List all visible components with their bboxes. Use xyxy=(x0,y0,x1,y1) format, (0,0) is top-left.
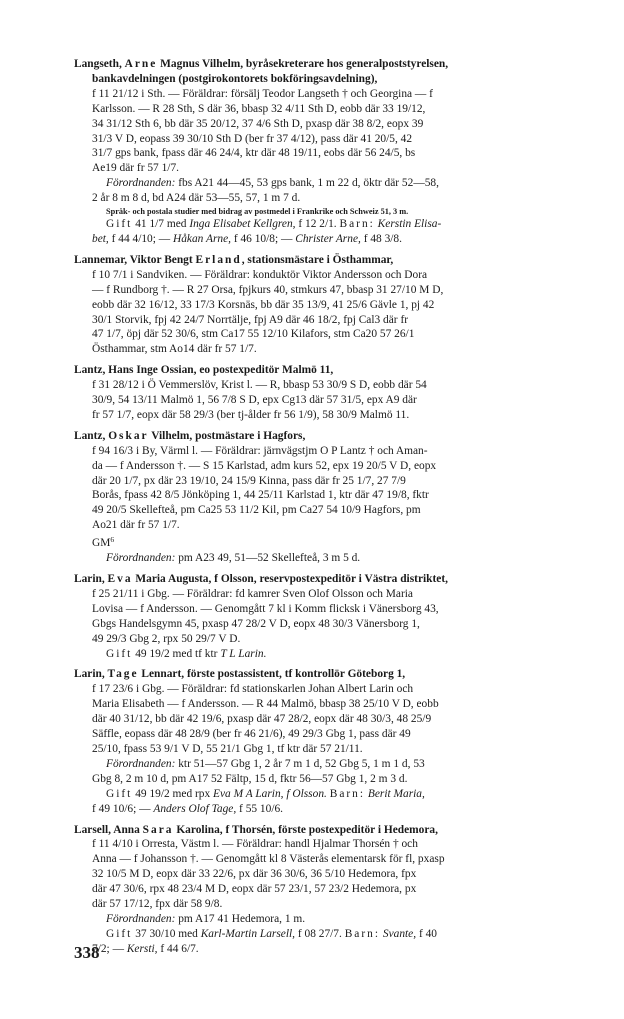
entry-line: f 25 21/11 i Gbg. — Föräldrar: fd kamrer Sven Olof Olsson och Maria xyxy=(92,587,413,600)
entry-line: där 47 30/6, rpx 48 23/4 M D, eopx där 57 23/1, 57 23/2 Hedemora, px xyxy=(92,883,417,896)
studies-note: Språk- och postala studier med bidrag av postmedel i Frankrike och Schweiz 51, 3 m. xyxy=(106,207,409,217)
entry-line: fr 57 1/7, eopx där 58 29/3 (ber tj-ålder fr 56 1/9), 58 30/9 Malmö 11. xyxy=(92,408,410,421)
entry-heading: Langseth, Arne Magnus Vilhelm, byråsekreterare hos generalpoststyrelsen, bankavdelningen (postgirokontorets bokföringsavdelning), xyxy=(74,58,449,85)
entry-heading: Lantz, Hans Inge Ossian, eo postexpeditör Malmö 11, xyxy=(74,364,334,377)
entry-line: 31/3 V D, eopass 39 30/10 Sth D (ber fr 37 4/12), pass där 41 20/5, 42 xyxy=(92,132,413,145)
marriage-line: Gift 41 1/7 med Inga Elisabet Kellgren, f 12 2/1. Barn: Kerstin Elisa- xyxy=(106,218,442,231)
children-line: f 49 10/6; — Anders Olof Tage, f 55 10/6. xyxy=(92,802,284,815)
entry-line: 49 20/5 Skellefteå, pm Ca25 53 11/2 Kil, pm Ca27 54 10/9 Hagfors, pm xyxy=(92,504,421,517)
entry-heading: Larsell, Anna Sara Karolina, f Thorsén, förste postexpeditör i Hedemora, xyxy=(74,823,438,836)
entry-line: 2 år 8 m 8 d, bd A24 där 53—55, 57, 1 m 7 d. xyxy=(92,192,301,205)
entry-line: Borås, fpass 42 8/5 Jönköping 1, 44 25/11 Karlstad 1, ktr där 47 19/8, fktr xyxy=(92,489,429,502)
entry-line: där 40 31/12, bb där 42 19/6, pxasp där 47 28/2, eopx där 48 30/3, 48 25/9 xyxy=(92,713,432,726)
page-number: 338 xyxy=(74,943,100,962)
entry-line: da — f Andersson †. — S 15 Karlstad, adm kurs 52, epx 19 20/5 V D, eopx xyxy=(92,459,437,472)
entry-heading: Lannemar, Viktor Bengt Erland, stationsmästare i Östhammar, xyxy=(74,253,394,266)
entry-line: 30/9, 54 13/11 Malmö 1, 56 7/8 S D, epx Cg13 där 57 31/5, epx A9 där xyxy=(92,394,417,407)
appointments-line: Förordnanden: ktr 51—57 Gbg 1, 2 år 7 m 1 d, 52 Gbg 5, 1 m 1 d, 53 xyxy=(106,757,425,770)
entry-heading: Larin, Tage Lennart, förste postassistent, tf kontrollör Göteborg 1, xyxy=(74,668,406,681)
entry-line: — f Rundborg †. — R 27 Orsa, fpjkurs 40, stmkurs 47, bbasp 31 27/10 M D, xyxy=(92,283,444,296)
entry-line: f 10 7/1 i Sandviken. — Föräldrar: konduktör Viktor Andersson och Dora xyxy=(92,268,428,281)
entry-langseth xyxy=(74,57,586,247)
entry-larin-eva xyxy=(74,572,586,661)
appointments-line: Förordnanden: pm A23 49, 51—52 Skellefteå, 3 m 5 d. xyxy=(106,552,361,565)
entry-heading: Lantz, Oskar Vilhelm, postmästare i Hagfors, xyxy=(74,429,306,442)
entry-heading: Larin, Eva Maria Augusta, f Olsson, reservpostexpeditör i Västra distriktet, xyxy=(74,573,448,585)
appointments-line: Förordnanden: pm A17 41 Hedemora, 1 m. xyxy=(106,912,306,925)
marriage-line: Gift 49 19/2 med rpx Eva M A Larin, f Olsson. Barn: Berit Maria, xyxy=(106,787,425,800)
marriage-line: Gift 37 30/10 med Karl-Martin Larsell, f 08 27/7. Barn: Svante, f 40 xyxy=(106,927,437,940)
entry-line: 31/7 gps bank, fpass där 46 24/4, ktr där 48 19/11, eobs där 56 24/5, bs xyxy=(92,147,416,160)
entry-line: Karlsson. — R 28 Sth, S där 36, bbasp 32 4/11 Sth D, eobb där 33 19/12, xyxy=(92,102,426,115)
entry-larsell xyxy=(74,823,586,957)
entry-line: 25/10, fpass 53 9/1 V D, 55 21/1 Gbg 1, tf ktr där 57 21/11. xyxy=(92,742,363,755)
entry-line: Gbgs Handelsgymn 45, pxasp 47 28/2 V D, eopx 48 30/3 Vänersborg 1, xyxy=(92,617,420,630)
entry-line: 34 31/12 Sth 6, bb där 35 20/12, 37 4/6 Sth D, pxasp där 38 8/2, eopx 39 xyxy=(92,117,424,130)
entry-lantz-oskar xyxy=(74,429,586,566)
entry-line: 30/1 Storvik, fpj 42 24/7 Norrtälje, fpj A9 där 46 18/2, fpj Cal3 där fr xyxy=(92,313,409,326)
entry-line: 49 29/3 Gbg 2, rpx 50 29/7 V D. xyxy=(92,632,241,645)
entry-line: Ae19 där fr 57 1/7. xyxy=(92,162,179,175)
entry-line: Ao21 där fr 57 1/7. xyxy=(92,519,180,532)
entry-line: 32 10/5 M D, eopx där 33 22/6, px där 36 30/6, 36 5/10 Hedemora, fpx xyxy=(92,868,417,881)
entry-line: där 20 1/7, px där 23 19/10, 24 15/9 Kinna, pass där fr 25 1/7, 27 7/9 xyxy=(92,474,406,487)
entries-column xyxy=(74,57,586,963)
decoration-line: $GM^6$ xyxy=(92,535,115,550)
entry-line: f 11 4/10 i Orresta, Västm l. — Föräldrar: handl Hjalmar Thorsén † och xyxy=(92,838,418,851)
children-line: 7/2; — Kersti, f 44 6/7. xyxy=(92,942,199,955)
entry-line: Anna — f Johansson †. — Genomgått kl 8 Västerås elementarsk för fl, pxasp xyxy=(92,853,445,866)
entry-line: Gbg 8, 2 m 10 d, pm A17 52 Fältp, 15 d, fktr 56—57 Gbg 1, 2 m 3 d. xyxy=(92,772,408,785)
entry-line: där 57 17/12, fpx där 58 9/8. xyxy=(92,898,223,911)
entry-line: eobb där 32 16/12, 33 17/3 Korsnäs, bb där 35 13/9, 41 25/6 Gävle 1, pj 42 xyxy=(92,298,435,311)
appointments-line: Förordnanden: fbs A21 44—45, 53 gps bank, 1 m 22 d, öktr där 52—58, xyxy=(106,177,439,190)
entry-line: 47 1/7, öpj där 52 30/6, stm Ca17 55 12/10 Kilafors, stm Ca20 57 26/1 xyxy=(92,328,415,341)
entry-line: f 31 28/12 i Ö Vemmerslöv, Krist l. — R, bbasp 53 30/9 S D, eobb där 54 xyxy=(92,379,427,392)
entry-line: Maria Elisabeth — f Andersson. — R 44 Malmö, bbasp 38 25/10 V D, eobb xyxy=(92,698,439,711)
entry-line: Lovisa — f Andersson. — Genomgått 7 kl i Komm flicksk i Vänersborg 43, xyxy=(92,602,439,615)
children-line: bet, f 44 4/10; — Håkan Arne, f 46 10/8; — Christer Arne, f 48 3/8. xyxy=(92,232,402,245)
entry-larin-tage xyxy=(74,667,586,816)
entry-line: Säffle, eopass där 48 28/9 (ber fr 46 21/6), 49 29/3 Gbg 1, pass där 49 xyxy=(92,728,411,741)
marriage-line: Gift 49 19/2 med tf ktr T L Larin. xyxy=(106,647,267,660)
entry-line: f 94 16/3 i By, Värml l. — Föräldrar: järnvägstjm O P Lantz † och Aman- xyxy=(92,444,428,457)
entry-lannemar xyxy=(74,253,586,357)
entry-line: f 11 21/12 i Sth. — Föräldrar: försälj Teodor Langseth † och Georgina — f xyxy=(92,87,433,100)
entry-line: f 17 23/6 i Gbg. — Föräldrar: fd stationskarlen Johan Albert Larin och xyxy=(92,683,414,696)
entry-lantz-hans xyxy=(74,363,586,423)
entry-line: Östhammar, stm Ao14 där fr 57 1/7. xyxy=(92,343,257,356)
